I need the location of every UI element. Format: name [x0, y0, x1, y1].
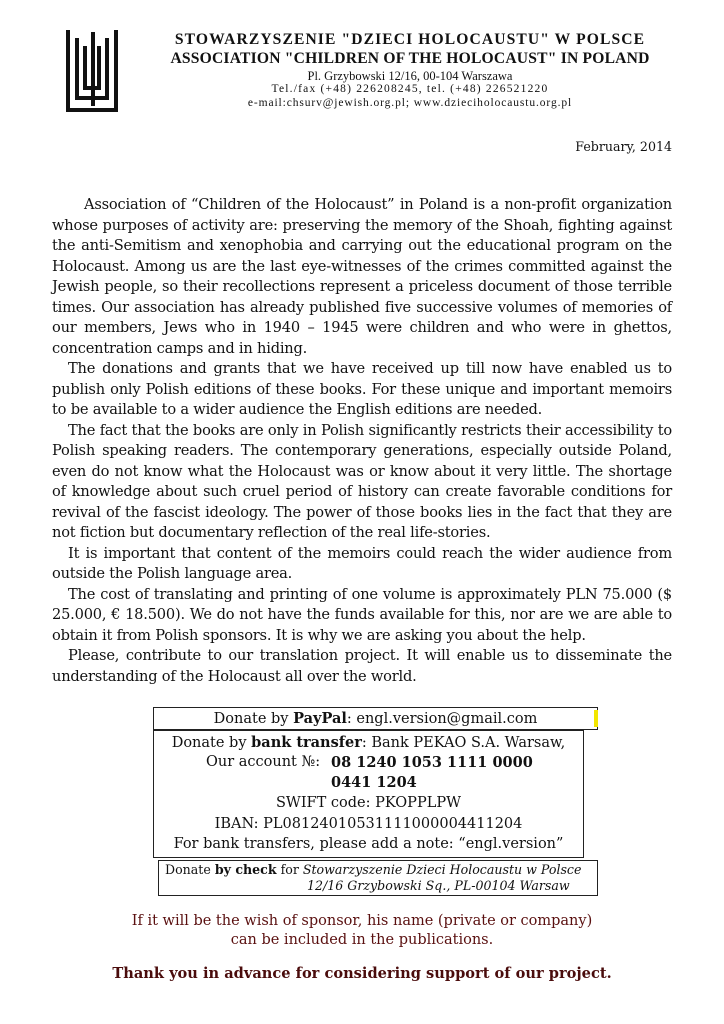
- check-prefix: Donate: [165, 862, 215, 877]
- org-contact: e-mail:chsurv@jewish.org.pl; www.dzieciholocaustu.org.pl: [247, 97, 573, 109]
- sponsor-note: [0, 912, 724, 950]
- letter-body: [52, 195, 672, 687]
- check-for: for: [276, 862, 303, 877]
- paragraph: It is important that content of the memoirs could reach the wider audience from outside the Polish language area.: [52, 544, 672, 582]
- paragraph: The cost of translating and printing of one volume is approximately PLN 75.000 ($ 25.000, € 18.500). We do not have the funds available for this, nor are we are able to obtain it from Polish sponsors. It is why we are asking you about the help.: [52, 585, 672, 644]
- iban-number: IBAN: PL08124010531111000004411204: [214, 816, 523, 832]
- org-name-english: ASSOCIATION "CHILDREN OF THE HOLOCAUST" IN POLAND: [170, 50, 650, 67]
- check-payee: Stowarzyszenie Dzieci Holocaustu w Polsce: [302, 862, 582, 877]
- org-address: Pl. Grzybowski 12/16, 00-104 Warszawa: [307, 69, 513, 83]
- bank-prefix: Donate by: [171, 735, 252, 751]
- org-phone: Tel./fax (+48) 226208245, tel. (+48) 226521220: [271, 83, 549, 95]
- paragraph: The donations and grants that we have received up till now have enabled us to publish only Polish editions of these books. For these unique and important memoirs to be available to a wider audience the English editions are needed.: [52, 360, 672, 418]
- paypal-prefix: Donate by: [213, 711, 294, 727]
- highlight-mark: [594, 710, 598, 727]
- bank-transfer-line: [154, 733, 583, 753]
- transfer-note: For bank transfers, please add a note: “engl.version”: [173, 836, 564, 852]
- check-address: 12/16 Grzybowski Sq., PL-00104 Warsaw: [307, 878, 570, 893]
- account-number: 08 1240 1053 1111 0000 0441 1204: [331, 754, 533, 791]
- check-line: [165, 862, 581, 879]
- bank-method: bank transfer: [251, 734, 362, 751]
- account-label: Our account №:: [206, 754, 321, 770]
- paypal-donation-box: [153, 707, 598, 730]
- menorah-logo-icon: [64, 28, 120, 120]
- org-name-polish: STOWARZYSZENIE "DZIECI HOLOCAUSTU" W POLSCE: [174, 31, 646, 48]
- paypal-method: PayPal: [293, 710, 347, 727]
- bank-name: : Bank PEKAO S.A. Warsaw,: [361, 735, 566, 751]
- paypal-email[interactable]: engl.version@gmail.com: [356, 711, 538, 727]
- paypal-separator: :: [346, 711, 357, 727]
- swift-code: SWIFT code: PKOPPLPW: [275, 795, 461, 811]
- thank-you-note: Thank you in advance for considering support of our project.: [112, 965, 612, 982]
- paragraph: The fact that the books are only in Polish significantly restricts their accessibility to Polish speaking readers. The contemporary generations, especially outside Poland, even do not know what the Holocaust was or know about it very little. The shortage of knowledge about such cruel period of history can create favorable conditions for revival of the fascist ideology. The power of those books lies in the fact that they are not fiction but documentary reflection of the real life-stories.: [52, 421, 672, 541]
- letter-date: February, 2014: [575, 139, 672, 154]
- bank-transfer-box: [153, 730, 584, 858]
- paragraph: Please, contribute to our translation project. It will enable us to disseminate the understanding of the Holocaust all over the world.: [52, 647, 672, 685]
- check-donation-box: [158, 860, 598, 896]
- check-method: by check: [214, 862, 277, 877]
- sponsor-note-line: can be included in the publications.: [230, 932, 494, 948]
- paragraph: Association of “Children of the Holocaust” in Poland is a non-profit organization whose purposes of activity are: preserving the memory of the Shoah, fighting against the anti-Semitism and xenophobia and carrying out the educational program on the Holocaust. Among us are the last eye-witnesses of the crimes committed against the Jewish people, so their recollections represent a priceless document of those terrible times. Our association has already published five successive volumes of memories of our members, Jews who in 1940 – 1945 were children and who were in ghettos, concentration camps and in hiding.: [52, 196, 672, 357]
- sponsor-note-line: If it will be the wish of sponsor, his name (private or company): [131, 913, 593, 929]
